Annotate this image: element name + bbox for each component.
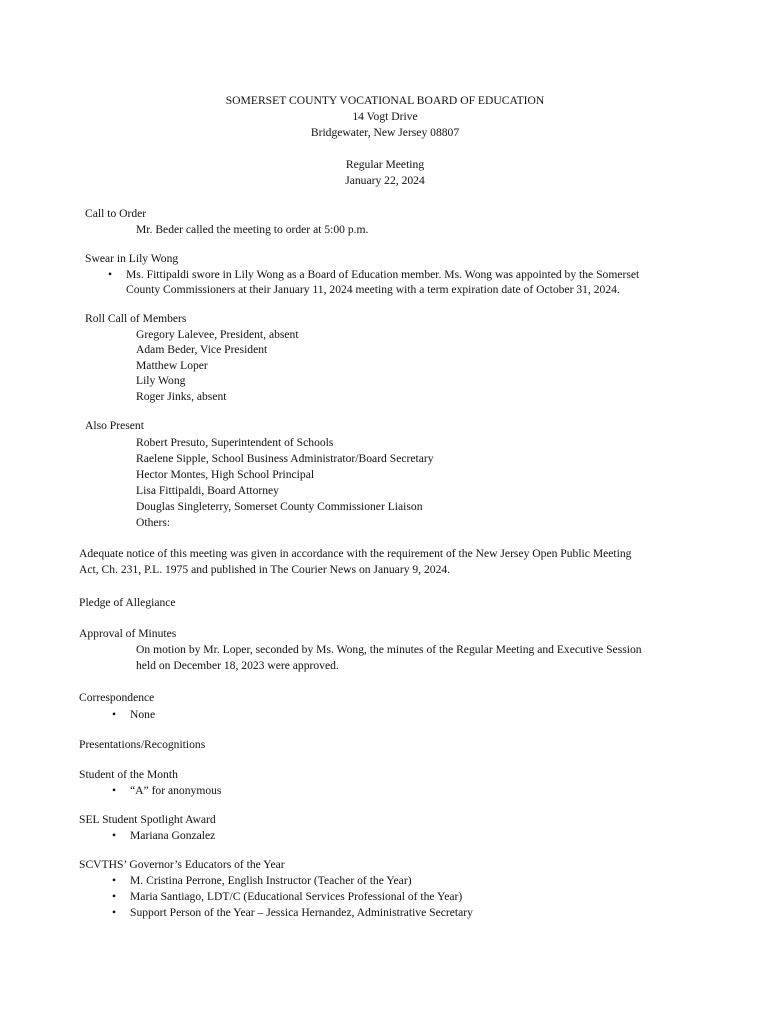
- swear-in-list: [81, 267, 639, 298]
- roll-call-member: Roger Jinks, absent: [136, 389, 227, 403]
- call-to-order-section: [85, 206, 368, 237]
- document-header: [0, 93, 770, 189]
- also-present-person: Robert Presuto, Superintendent of Schools: [136, 435, 334, 449]
- call-to-order-heading: Call to Order: [85, 207, 147, 220]
- roll-call-member: Gregory Lalevee, President, absent: [136, 327, 299, 341]
- governors-list: [85, 873, 473, 921]
- roll-call-heading: Roll Call of Members: [85, 312, 187, 325]
- also-present-person: Raelene Sipple, School Business Administrator/Board Secretary: [136, 451, 434, 465]
- sel-award-heading: SEL Student Spotlight Award: [79, 813, 216, 826]
- sel-award-section: [79, 812, 216, 844]
- student-of-month-heading: Student of the Month: [79, 768, 178, 781]
- also-present-person: Hector Montes, High School Principal: [136, 467, 315, 481]
- approval-heading: Approval of Minutes: [79, 627, 177, 640]
- also-present-heading: Also Present: [85, 419, 144, 432]
- correspondence-section: [79, 690, 155, 722]
- also-present-person: Others:: [136, 516, 171, 530]
- also-present-section: [85, 418, 434, 532]
- roll-call-member: Matthew Loper: [136, 358, 208, 372]
- call-to-order-text: Mr. Beder called the meeting to order at 5:00 p.m.: [136, 222, 369, 236]
- list-item: • Ms. Fittipaldi swore in Lily Wong as a Board of Education member. Ms. Wong was appointed by the Somerset County Commissioners at their January 11, 2024 meeting with a term expiration date of October 31, 2024.: [81, 267, 639, 298]
- list-item: • Support Person of the Year – Jessica Hernandez, Administrative Secretary: [85, 905, 473, 921]
- approval-section: [79, 626, 642, 674]
- also-present-person: Lisa Fittipaldi, Board Attorney: [136, 484, 279, 498]
- presentations-section: [79, 737, 205, 753]
- notice-line-1: Adequate notice of this meeting was given in accordance with the requirement of the New Jersey Open Public Meeting: [79, 547, 632, 560]
- pledge-section: [79, 595, 176, 611]
- list-item: • None: [85, 707, 155, 723]
- notice-line-2: Act, Ch. 231, P.L. 1975 and published in The Courier News on January 9, 2024.: [79, 563, 451, 576]
- presentations-heading: Presentations/Recognitions: [79, 738, 206, 751]
- correspondence-heading: Correspondence: [79, 691, 155, 704]
- student-of-month-section: [79, 767, 221, 799]
- address-line-2: Bridgewater, New Jersey 08807: [310, 126, 460, 139]
- swear-in-section: [85, 251, 639, 298]
- swear-in-heading: Swear in Lily Wong: [85, 252, 179, 265]
- approval-line-2: held on December 18, 2023 were approved.: [136, 659, 339, 672]
- list-item: • Maria Santiago, LDT/C (Educational Services Professional of the Year): [85, 889, 473, 905]
- also-present-person: Douglas Singleterry, Somerset County Commissioner Liaison: [136, 500, 423, 514]
- sel-award-list: [85, 828, 216, 844]
- meeting-type: Regular Meeting: [345, 158, 425, 171]
- governors-section: [79, 857, 473, 921]
- correspondence-list: [85, 707, 155, 723]
- governors-heading: SCVTHS’ Governor’s Educators of the Year: [79, 858, 285, 871]
- meeting-date: January 22, 2024: [345, 174, 425, 187]
- notice-section: [79, 546, 631, 578]
- student-of-month-list: [85, 783, 221, 799]
- list-item: • Mariana Gonzalez: [85, 828, 216, 844]
- pledge-heading: Pledge of Allegiance: [79, 596, 176, 609]
- address-line-1: 14 Vogt Drive: [352, 110, 418, 123]
- roll-call-member: Lily Wong: [136, 374, 186, 387]
- roll-call-member: Adam Beder, Vice President: [136, 343, 268, 356]
- list-item: • M. Cristina Perrone, English Instructor (Teacher of the Year): [85, 873, 473, 889]
- roll-call-section: [85, 311, 299, 404]
- list-item: • “A” for anonymous: [85, 783, 221, 799]
- org-name: SOMERSET COUNTY VOCATIONAL BOARD OF EDUCATION: [225, 94, 545, 107]
- approval-line-1: On motion by Mr. Loper, seconded by Ms. Wong, the minutes of the Regular Meeting and Executive Session: [136, 643, 642, 656]
